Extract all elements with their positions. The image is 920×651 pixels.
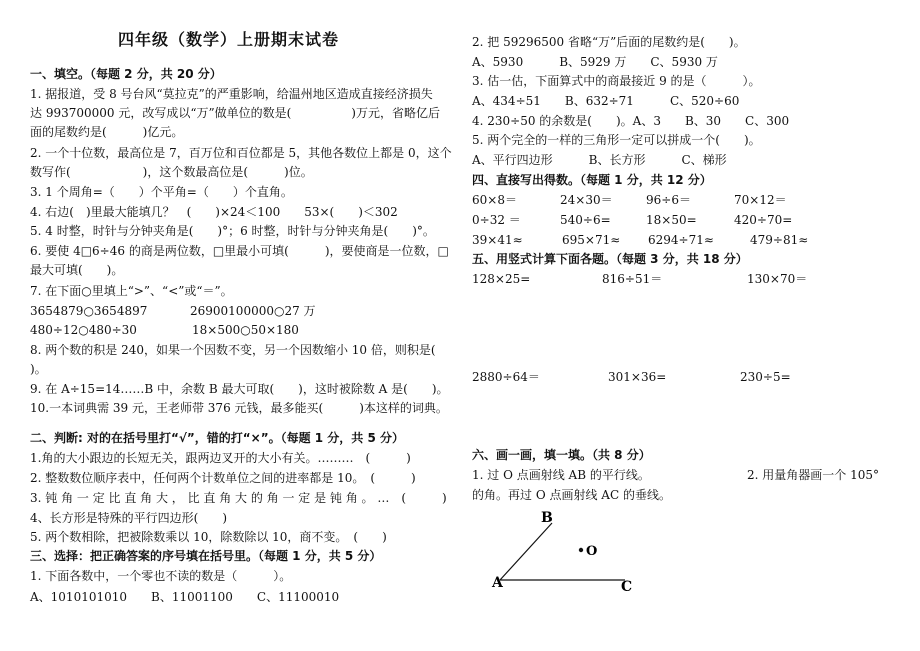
draw-task-2-cont: 的角。再过 O 点画射线 AC 的垂线。 (472, 488, 671, 502)
page-title: 四年级（数学）上册期末试卷 (118, 30, 340, 49)
q7-compare-1: 3654879○3654897 (30, 304, 148, 318)
q2-line1: 2. 一个十位数，最高位是 7，百万位和百位都是 5，其他各数位上都是 0，这个 (30, 146, 452, 160)
section-oral: 四、直接写出得数。（每题 1 分，共 12 分） (472, 173, 712, 187)
choice-3-options: A、434÷51 B、632÷71 C、520÷60 (472, 94, 740, 108)
q6-line2: 最大可填( )。 (30, 263, 124, 277)
oral-item: 39×41≈ (472, 233, 523, 247)
q5: 5. 4 时整，时针与分钟夹角是( )°；6 时整，时针与分钟夹角是( )°。 (30, 224, 435, 238)
q7-compare-2: 26900100000○27 万 (190, 304, 316, 318)
choice-4: 4. 230÷50 的余数是( )。A、3 B、30 C、300 (472, 114, 790, 128)
calc-item: 816÷51＝ (602, 272, 663, 286)
judge-4: 4、长方形是特殊的平行四边形( ) (30, 511, 227, 525)
judge-3: 3. 钝 角 一 定 比 直 角 大 ， 比 直 角 大 的 角 一 定 是 钝 角 。 … ( ) (30, 491, 447, 505)
label-b: B (541, 510, 553, 526)
judge-5: 5. 两个数相除，把被除数乘以 10，除数除以 10，商不变。 ( ) (30, 530, 387, 544)
q1-line3: 面的尾数约是( )亿元。 (30, 125, 184, 139)
section-true-false: 二、判断: 对的在括号里打“√”，错的打“×”。（每题 1 分，共 5 分） (30, 431, 404, 445)
choice-1: 1. 下面各数中，一个零也不读的数是（ ）。 (30, 569, 292, 583)
choice-2-options: A、5930 B、5929 万 C、5930 万 (472, 55, 718, 69)
section-choice: 三、选择：把正确答案的序号填在括号里。（每题 1 分，共 5 分） (30, 549, 382, 563)
label-a: A (492, 575, 503, 591)
angle-figure (480, 505, 650, 600)
label-o: O (586, 544, 598, 559)
oral-item: 479÷81≈ (750, 233, 809, 247)
choice-5: 5. 两个完全的一样的三角形一定可以拼成一个( )。 (472, 133, 761, 147)
q7-compare-4: 18×500○50×180 (192, 323, 299, 337)
choice-5-options: A、平行四边形 B、长方形 C、梯形 (472, 153, 727, 167)
q1-line1: 1. 据报道，受 8 号台风“莫拉克”的严重影响，给温州地区造成直接经济损失 (30, 87, 433, 101)
q8-line1: 8. 两个数的积是 240，如果一个因数不变，另一个因数缩小 10 倍，则积是( (30, 343, 436, 357)
calc-item: 130×70＝ (747, 272, 808, 286)
draw-task-1: 1. 过 O 点画射线 AB 的平行线。 (472, 468, 650, 482)
q7-compare-3: 480÷12○480÷30 (30, 323, 137, 337)
label-c: C (621, 579, 633, 595)
calc-item: 2880÷64＝ (472, 370, 540, 384)
oral-item: 96÷6＝ (646, 193, 691, 207)
calc-item: 230÷5= (740, 370, 791, 384)
q1-line2: 达 993700000 元，改写成以“万”做单位的数是( )万元，省略亿后 (30, 106, 440, 120)
calc-item: 301×36= (608, 370, 667, 384)
oral-item: 18×50= (646, 213, 697, 227)
oral-item: 6294÷71≈ (648, 233, 714, 247)
q7: 7. 在下面○里填上“>”、“<”或“＝”。 (30, 284, 233, 298)
section-fill-blank: 一、填空。（每题 2 分，共 20 分） (30, 67, 222, 81)
choice-3: 3. 估一估，下面算式中的商最接近 9 的是（ ）。 (472, 74, 761, 88)
calc-item: 128×25= (472, 272, 531, 286)
choice-1-options: A、1010101010 B、11001100 C、11100010 (30, 590, 340, 604)
oral-item: 420÷70= (734, 213, 793, 227)
q10: 10.一本词典需 39 元，王老师带 376 元钱，最多能买( )本这样的词典。 (30, 401, 448, 415)
oral-item: 695×71≈ (562, 233, 621, 247)
oral-item: 70×12＝ (734, 193, 787, 207)
q2-line2: 数写作( )，这个数最高位是( )位。 (30, 165, 313, 179)
oral-item: 24×30＝ (560, 193, 613, 207)
oral-item: 60×8＝ (472, 193, 517, 207)
q4: 4. 右边( )里最大能填几？ ( )×24＜100 53×( )＜302 (30, 205, 398, 219)
section-vertical-calc: 五、用竖式计算下面各题。（每题 3 分，共 18 分） (472, 252, 748, 266)
oral-item: 540÷6= (560, 213, 611, 227)
point-o (579, 548, 583, 552)
q9: 9. 在 A÷15=14……B 中，余数 B 最大可取( )，这时被除数 A 是( )。 (30, 382, 449, 396)
q8-line2: )。 (30, 362, 47, 376)
oral-item: 0÷32 ＝ (472, 213, 521, 227)
judge-1: 1.角的大小跟边的长短无关，跟两边叉开的大小有关。……… ( ) (30, 451, 411, 465)
section-drawing: 六、画一画，填一填。（共 8 分） (472, 448, 651, 462)
ray-ab (500, 523, 552, 580)
judge-2: 2. 整数数位顺序表中，任何两个计数单位之间的进率都是 10。 ( ) (30, 471, 416, 485)
draw-task-2: 2. 用量角器画一个 105° (747, 468, 879, 482)
q6-line1: 6. 要使 4□6÷46 的商是两位数，□里最小可填( )，要使商是一位数，□ (30, 244, 449, 258)
q3: 3. 1 个周角=（ ）个平角=（ ）个直角。 (30, 185, 293, 199)
choice-2: 2. 把 59296500 省略“万”后面的尾数约是( )。 (472, 35, 746, 49)
